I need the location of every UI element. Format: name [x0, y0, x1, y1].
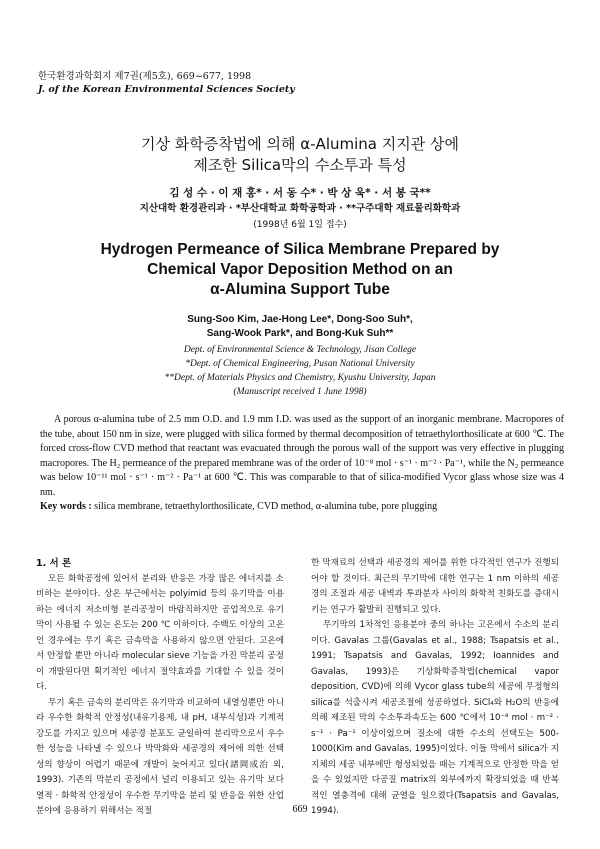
english-authors-line-2: Sang-Wook Park*, and Bong-Kuk Suh** [206, 328, 394, 339]
intro-paragraph-3: 무기막의 1차적인 응용분야 중의 하나는 고온에서 수소의 분리이다. Gavalas 그룹(Gavalas et al., 1988; Tsapatsis et al., 1991; Tsapatsis and Gavalas, 1992; Ioannides and Gavalas, 1993)은 기상화학증착법(chemical vapor deposition, CVD)에 의해 Vycor glass tube의 세공에 무정형의 silica를 석출시켜 세공조절에 성공하였다. SiCl₄와 H₂O의 반응에 의해 제조된 막의 수소투과속도는 600 ℃에서 10⁻⁸ mol · m⁻² · s⁻¹ · Pa⁻¹ 이상이었으며 질소에 대한 수소의 선택도는 500-1000(Kim and Gavalas, 1995)이었다. 이들 막에서 silica가 지지체의 세공 내부에만 형성되었을 때는 기계적으로 안정한 막을 얻을 수 있었지만 다공질 matrix의 외부에까지 확장되었을 때 반복적인 열충격에 대해 균열을 일으켰다(Tsapatsis and Gavalas, 1994). [311, 620, 559, 816]
journal-name-en: J. of the Korean Environmental Sciences Society [38, 84, 295, 95]
intro-paragraph-1: 모든 화학공정에 있어서 분리와 반응은 가장 많은 에너지를 소비하는 분야이다. 상온 부근에서는 polyimid 등의 유기막을 이용하는 에너지 저소비형 분리공정이 바람직하지만 공업적으로 유기막이 사용될 수 있는 온도는 200 ℃ 이하이다. 수백도 이상의 고온인 경우에는 무기 혹은 금속막을 사용하지 않으면 안된다. 고온에서 안정할 뿐만 아니라 molecular sieve 기능을 가진 막분리 공정이 개발된다면 획기적인 에너지 절약효과를 기대할 수 있을 것이다. [36, 573, 284, 692]
keywords-text: silica membrane, tetraethylorthosilicate, CVD method, α-alumina tube, pore plugging [94, 501, 438, 512]
english-title-line-3: α-Alumina Support Tube [210, 281, 390, 298]
korean-author-block [0, 185, 600, 233]
english-title-line-2: Chemical Vapor Deposition Method on an [147, 261, 453, 278]
korean-received-date: (1998년 6월 1일 접수) [253, 220, 347, 230]
korean-authors: 김 성 수 · 이 재 홍* · 서 동 수* · 박 상 욱* · 서 봉 국** [169, 187, 431, 199]
english-title-line-1: Hydrogen Permeance of Silica Membrane Prepared by [100, 241, 500, 258]
intro-paragraph-2-continued: 한 막재료의 선택과 세공경의 제어를 위한 다각적인 연구가 진행되어야 할 것이다. 최근의 무기막에 대한 연구는 1 nm 이하의 세공경의 조절과 세공 내벽과 투과분자 사이의 화학적 친화도를 증대시키는 연구가 활발히 진행되고 있다. [311, 558, 559, 615]
english-affiliations [0, 343, 600, 399]
abstract: A porous α-alumina tube of 2.5 mm O.D. and 1.9 mm I.D. was used as the support of an inorganic membrane. Macropores of the tube, about 150 nm in size, were plugged with silica formed by thermal decomposition of tetraethylorthosilicate at 600 ℃. The forced cross-flow CVD method that reactant was evacuated through the porous wall of the support was very effective in plugging macropores. The H₂ permeance of the prepared membrane was of the order of 10⁻⁸ mol · s⁻¹ · m⁻² · Pa⁻¹, while the N₂ permeance was below 10⁻¹¹ mol · s⁻¹ · m⁻² · Pa⁻¹ at 600 ℃. This was comparable to that of silica-modified Vycor glass whose size was 4 nm. [40, 414, 564, 498]
left-column [36, 556, 284, 820]
english-received-date: (Manuscript received 1 June 1998) [233, 387, 367, 397]
intro-paragraph-2: 무기 혹은 금속의 분리막은 유기막과 비교하여 내열성뿐만 아니라 우수한 화학적 안정성(내유기용제, 내 pH, 내부식성)과 기계적 강도를 가지고 있으며 세공경 분포도 균일하여 분리막으로서 우수한 성능을 나타낼 수 있으나 박막화와 세공경의 제어에 의한 선택성의 향상이 어렵기 때문에 개발이 늦어지고 있다(諸岡成治 외, 1993). 기존의 막분리 공정에서 널리 이용되고 있는 유기막 보다 열적 · 화학적 안정성이 우수한 무기막을 분리 및 반응을 위한 산업 분야에 응용하기 위해서는 적절 [36, 697, 284, 816]
keywords [40, 500, 564, 514]
korean-title-line-2: 제조한 Silica막의 수소투과 특성 [193, 156, 407, 174]
english-affiliation-3: **Dept. of Materials Physics and Chemistry, Kyushu University, Japan [164, 373, 436, 383]
english-authors [0, 313, 600, 341]
english-authors-line-1: Sung-Soo Kim, Jae-Hong Lee*, Dong-Soo Suh*, [187, 314, 413, 325]
journal-header [38, 70, 295, 96]
english-title [0, 240, 600, 300]
section-heading-introduction: 1. 서 론 [36, 558, 72, 569]
journal-citation-ko: 한국환경과학회지 제7권(제5호), 669~677, 1998 [38, 71, 252, 82]
english-affiliation-2: *Dept. of Chemical Engineering, Pusan National University [185, 359, 415, 369]
english-affiliation-1: Dept. of Environmental Science & Technology, Jisan College [183, 345, 417, 355]
korean-title [0, 134, 600, 176]
page-number: 669 [292, 804, 308, 815]
keywords-label: Key words : [40, 501, 92, 512]
korean-title-line-1: 기상 화학증착법에 의해 α-Alumina 지지관 상에 [141, 135, 459, 153]
right-column [311, 556, 559, 820]
korean-affiliations: 지산대학 환경관리과 · *부산대학교 화학공학과 · **구주대학 재료물리화학과 [139, 203, 461, 214]
